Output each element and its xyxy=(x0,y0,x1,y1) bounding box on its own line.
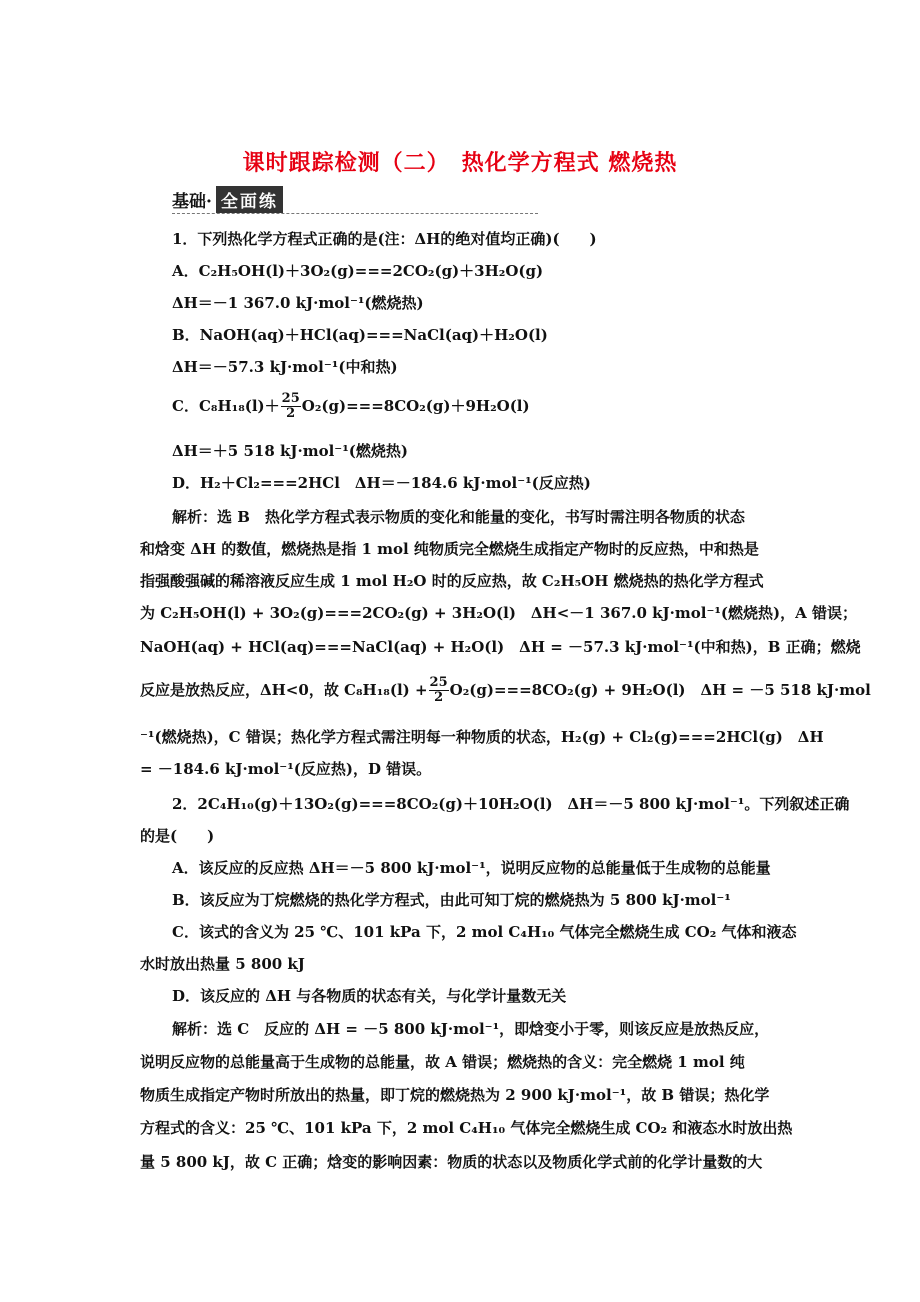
q1-c-numerator: 25 xyxy=(281,391,300,406)
q2-option-c-line-2: 水时放出热量 5 800 kJ xyxy=(140,955,305,973)
q1-c-fraction xyxy=(281,392,301,422)
page-title: 课时跟踪检测（二） 热化学方程式 燃烧热 xyxy=(242,150,678,176)
a1-line-3: 指强酸强碱的稀溶液反应生成 1 mol H₂O 时的反应热，故 C₂H₅OH 燃烧热的热化学方程式 xyxy=(140,572,764,590)
q1-c-denominator: 2 xyxy=(286,406,296,422)
q1-option-b-enthalpy: ΔH＝－57.3 kJ·mol⁻¹(中和热) xyxy=(172,358,398,376)
q1-option-c-equation xyxy=(172,392,530,422)
q2-option-d: D．该反应的 ΔH 与各物质的状态有关，与化学计量数无关 xyxy=(172,987,567,1005)
q2-option-c-line-1: C．该式的含义为 25 ℃、101 kPa 下，2 mol C₄H₁₀ 气体完全燃烧生成 CO₂ 气体和液态 xyxy=(172,923,797,941)
q2-option-b: B．该反应为丁烷燃烧的热化学方程式，由此可知丁烷的燃烧热为 5 800 kJ·mol⁻¹ xyxy=(172,891,731,909)
q1-option-a-enthalpy: ΔH＝－1 367.0 kJ·mol⁻¹(燃烧热) xyxy=(172,294,424,312)
a1-l6-denominator: 2 xyxy=(434,690,444,706)
a2-line-2: 说明反应物的总能量高于生成物的总能量，故 A 错误；燃烧热的含义：完全燃烧 1 mol 纯 xyxy=(140,1053,745,1071)
a2-line-1: 解析：选 C 反应的 ΔH = －5 800 kJ·mol⁻¹，即焓变小于零，则该反应是放热反应， xyxy=(172,1020,770,1038)
a1-l6-fraction xyxy=(429,676,449,706)
section-badge: 全面练 xyxy=(216,186,283,213)
a2-line-5: 量 5 800 kJ，故 C 正确；焓变的影响因素：物质的状态以及物质化学式前的化学计量数的大 xyxy=(140,1153,763,1171)
q1-option-c-enthalpy: ΔH＝＋5 518 kJ·mol⁻¹(燃烧热) xyxy=(172,442,408,460)
a1-line-5: NaOH(aq) + HCl(aq)===NaCl(aq) + H₂O(l) ΔH = －57.3 kJ·mol⁻¹(中和热)，B 正确；燃烧 xyxy=(140,638,861,656)
a1-line-4: 为 C₂H₅OH(l) + 3O₂(g)===2CO₂(g) + 3H₂O(l) ΔH<－1 367.0 kJ·mol⁻¹(燃烧热)，A 错误； xyxy=(140,604,857,622)
q1-option-d: D．H₂＋Cl₂===2HCl ΔH＝－184.6 kJ·mol⁻¹(反应热) xyxy=(172,474,591,492)
q1-c-suffix: O₂(g)===8CO₂(g)＋9H₂O(l) xyxy=(301,397,530,416)
section-divider xyxy=(172,213,538,214)
a1-l6-suffix: O₂(g)===8CO₂(g) + 9H₂O(l) ΔH = －5 518 kJ·mol xyxy=(449,681,871,700)
a1-l6-numerator: 25 xyxy=(429,675,448,690)
q1-c-prefix: C．C₈H₁₈(l)＋ xyxy=(172,397,280,416)
q2-option-a: A．该反应的反应热 ΔH＝－5 800 kJ·mol⁻¹，说明反应物的总能量低于生成物的总能量 xyxy=(172,859,771,877)
a1-l6-prefix: 反应是放热反应，ΔH<0，故 C₈H₁₈(l) + xyxy=(140,681,428,700)
a1-line-6 xyxy=(140,676,871,706)
q1-stem: 1．下列热化学方程式正确的是(注：ΔH的绝对值均正确)( ) xyxy=(172,230,597,248)
a1-line-7: ⁻¹(燃烧热)，C 错误；热化学方程式需注明每一种物质的状态，H₂(g) + Cl₂(g)===2HCl(g) ΔH xyxy=(140,728,824,746)
q2-stem-line-1: 2．2C₄H₁₀(g)＋13O₂(g)===8CO₂(g)＋10H₂O(l) ΔH＝－5 800 kJ·mol⁻¹。下列叙述正确 xyxy=(172,795,850,813)
q1-option-a-equation: A．C₂H₅OH(l)＋3O₂(g)===2CO₂(g)＋3H₂O(g) xyxy=(172,262,544,280)
a1-line-2: 和焓变 ΔH 的数值，燃烧热是指 1 mol 纯物质完全燃烧生成指定产物时的反应热，中和热是 xyxy=(140,540,759,558)
a2-line-3: 物质生成指定产物时所放出的热量，即丁烷的燃烧热为 2 900 kJ·mol⁻¹，故 B 错误；热化学 xyxy=(140,1086,770,1104)
section-header xyxy=(172,186,283,213)
a1-line-8: = －184.6 kJ·mol⁻¹(反应热)，D 错误。 xyxy=(140,760,432,778)
q1-option-b-equation: B．NaOH(aq)＋HCl(aq)===NaCl(aq)＋H₂O(l) xyxy=(172,326,548,344)
section-label: 基础· xyxy=(172,192,212,212)
a2-line-4: 方程式的含义：25 ℃、101 kPa 下，2 mol C₄H₁₀ 气体完全燃烧生成 CO₂ 和液态水时放出热 xyxy=(140,1119,793,1137)
q2-stem-line-2: 的是( ) xyxy=(140,827,215,845)
a1-line-1: 解析：选 B 热化学方程式表示物质的变化和能量的变化，书写时需注明各物质的状态 xyxy=(172,508,745,526)
